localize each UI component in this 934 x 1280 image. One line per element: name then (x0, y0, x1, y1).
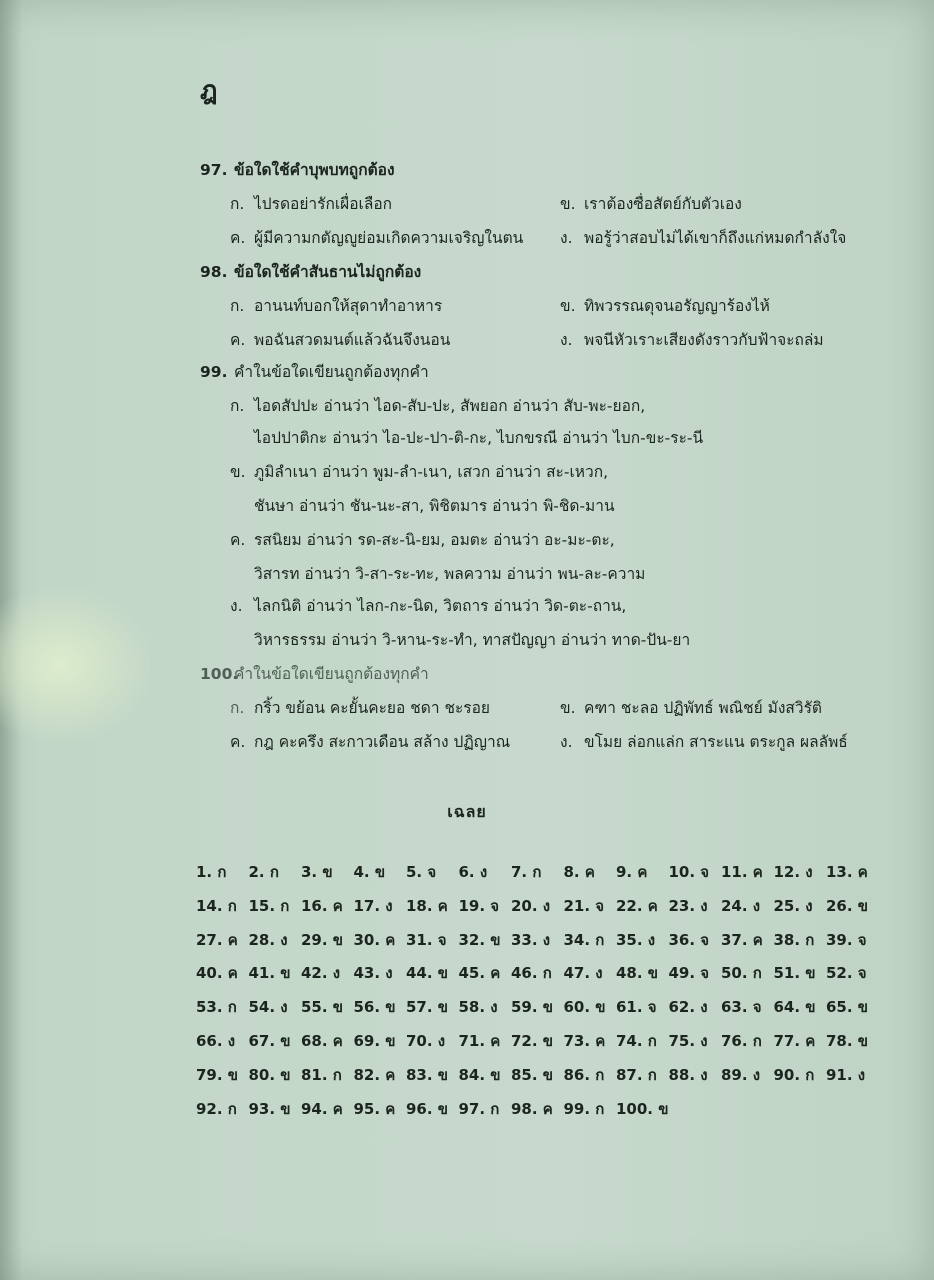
answer-item: 72. ข (511, 1031, 554, 1050)
option-text: กริ้ว ขย้อน คะยั้นคะยอ ชดา ชะรอย (254, 699, 491, 717)
answer-item: 12. ง (773, 863, 813, 881)
answer-item: 21. จ (563, 896, 605, 915)
answer-item: 86. ก (563, 1065, 605, 1084)
option-letter: ก. (230, 297, 245, 315)
answer-item: 30. ค (353, 930, 396, 949)
question-number: 97. (200, 161, 228, 179)
option-text: พจนีหัวเราะเสียงดังราวกับฟ้าจะถล่ม (584, 331, 824, 349)
answer-item: 58. ง (458, 998, 498, 1017)
option-100-a (230, 698, 490, 718)
answer-item: 18. ค (406, 896, 448, 915)
answer-item: 71. ค (458, 1031, 501, 1050)
option-text: ไอดสัปปะ อ่านว่า ไอด-สับ-ปะ, สัพยอก อ่านว่า สับ-พะ-ยอก, (254, 397, 646, 415)
answer-item: 54. ง (248, 998, 288, 1017)
answer-item: 59. ข (511, 998, 554, 1017)
option-text: ชันษา อ่านว่า ชัน-นะ-สา, พิชิตมาร อ่านว่า พิ-ชิด-มาน (254, 497, 615, 515)
answer-item: 97. ก (458, 1099, 500, 1118)
option-letter: ค. (230, 733, 246, 751)
answer-item: 25. ง (773, 896, 813, 915)
option-text: ไอปปาติกะ อ่านว่า ไอ-ปะ-ปา-ติ-กะ, ไบกขรณี อ่านว่า ไบก-ขะ-ระ-นี (254, 429, 704, 447)
question-text: ข้อใดใช้คำบุพบทถูกต้อง (234, 161, 395, 179)
answer-item: 32. ข (458, 930, 501, 949)
answer-item: 49. จ (668, 964, 710, 983)
option-letter: ง. (560, 229, 573, 247)
answer-item: 41. ข (248, 964, 291, 983)
answer-item: 3. ข (301, 863, 333, 881)
answer-item: 91. ง (826, 1065, 866, 1084)
option-98-c (230, 330, 450, 350)
answer-item: 28. ง (248, 930, 288, 949)
question-text: คำในข้อใดเขียนถูกต้องทุกคำ (234, 665, 429, 683)
option-text: กฎ คะครึง สะกาวเดือน สล้าง ปฏิญาณ (254, 733, 511, 751)
option-97-c (230, 228, 523, 248)
answer-item: 42. ง (301, 964, 341, 983)
question-text: ข้อใดใช้คำสันธานไม่ถูกต้อง (234, 263, 422, 281)
answer-item: 55. ข (301, 998, 344, 1017)
answer-item: 64. ข (773, 998, 816, 1017)
answer-item: 9. ค (616, 863, 648, 881)
answer-item: 53. ก (196, 998, 237, 1017)
answer-item: 1. ก (196, 863, 227, 881)
option-99-a (230, 396, 645, 416)
answer-item: 8. ค (563, 863, 595, 881)
answer-item: 33. ง (511, 930, 551, 949)
answer-item: 31. จ (406, 930, 447, 949)
option-98-a (230, 296, 442, 316)
answer-item: 83. ข (406, 1065, 449, 1084)
answer-item: 74. ก (616, 1031, 657, 1050)
option-97-a (230, 194, 392, 214)
option-text: อานนท์บอกให้สุดาทำอาหาร (254, 297, 443, 315)
answer-item: 57. ข (406, 998, 449, 1017)
option-letter: ข. (560, 699, 576, 717)
answer-item: 43. ง (353, 964, 393, 983)
option-text: ทิพวรรณดุจนอรัญญาร้องไห้ (584, 297, 770, 315)
answer-item: 84. ข (458, 1065, 501, 1084)
option-97-d (560, 228, 846, 248)
answer-item: 48. ข (616, 964, 659, 983)
answer-item: 62. ง (668, 998, 708, 1017)
question-text: คำในข้อใดเขียนถูกต้องทุกคำ (234, 363, 429, 381)
answer-item: 66. ง (196, 1031, 236, 1050)
option-text: เราต้องซื่อสัตย์กับตัวเอง (584, 195, 742, 213)
question-100 (200, 664, 429, 684)
option-text: วิสารท อ่านว่า วิ-สา-ระ-ทะ, พลความ อ่านว่า พน-ละ-ความ (254, 565, 646, 583)
option-letter: ก. (230, 699, 245, 717)
option-letter: ง. (230, 597, 243, 615)
option-letter: ค. (230, 531, 246, 549)
answer-item: 89. ง (721, 1065, 761, 1084)
option-text: ไลกนิติ อ่านว่า ไลก-กะ-นิด, วิตถาร อ่านว่า วิด-ตะ-ถาน, (254, 597, 627, 615)
page-letter: ฎ (200, 76, 218, 106)
answer-item: 78. ข (826, 1031, 869, 1050)
question-number: 98. (200, 263, 228, 281)
answer-item: 79. ข (196, 1065, 239, 1084)
answer-item: 90. ก (773, 1065, 815, 1084)
answer-item: 45. ค (458, 964, 501, 983)
answer-item: 70. ง (406, 1031, 446, 1050)
option-99-c (230, 530, 615, 550)
option-letter: ค. (230, 331, 246, 349)
answer-item: 68. ค (301, 1031, 343, 1050)
answer-item: 51. ข (773, 964, 816, 983)
answer-item: 56. ข (353, 998, 396, 1017)
option-99-a-cont (254, 428, 703, 448)
option-letter: ง. (560, 331, 573, 349)
answer-item: 60. ข (563, 998, 606, 1017)
answer-item: 10. จ (668, 863, 710, 881)
option-99-b-cont (254, 496, 615, 516)
answer-item: 47. ง (563, 964, 603, 983)
answer-item: 76. ก (721, 1031, 762, 1050)
answer-item: 81. ก (301, 1065, 342, 1084)
option-letter: ง. (560, 733, 573, 751)
answer-item: 77. ค (773, 1031, 816, 1050)
answer-item: 36. จ (668, 930, 710, 949)
question-97 (200, 160, 395, 180)
option-letter: ก. (230, 397, 245, 415)
answer-item: 15. ก (248, 896, 290, 915)
option-98-b (560, 296, 770, 316)
option-letter: ข. (230, 463, 246, 481)
answer-item: 69. ข (353, 1031, 396, 1050)
answer-item: 46. ก (511, 964, 552, 983)
answer-item: 38. ก (773, 930, 815, 949)
answer-item: 20. ง (511, 896, 551, 915)
option-99-b (230, 462, 608, 482)
option-text: วิหารธรรม อ่านว่า วิ-หาน-ระ-ทำ, ทาสปัญญา อ่านว่า ทาด-ปัน-ยา (254, 631, 691, 649)
answer-item: 98. ค (511, 1099, 553, 1118)
answer-item: 99. ก (563, 1099, 605, 1118)
option-text: พอฉันสวดมนต์แล้วฉันจึงนอน (254, 331, 451, 349)
option-98-d (560, 330, 824, 350)
answer-item: 80. ข (248, 1065, 291, 1084)
option-text: รสนิยม อ่านว่า รด-สะ-นิ-ยม, อมตะ อ่านว่า อะ-มะ-ตะ, (254, 531, 615, 549)
answer-item: 16. ค (301, 896, 343, 915)
question-98 (200, 262, 421, 282)
option-99-d (230, 596, 626, 616)
answer-item: 95. ค (353, 1099, 396, 1118)
option-99-c-cont (254, 564, 645, 584)
answer-item: 34. ก (563, 930, 605, 949)
answer-item: 50. ก (721, 964, 762, 983)
option-text: ไปรดอย่ารักเผื่อเลือก (254, 195, 393, 213)
option-100-c (230, 732, 510, 752)
answer-item: 82. ค (353, 1065, 396, 1084)
answer-item: 67. ข (248, 1031, 291, 1050)
answer-item: 7. ก (511, 863, 542, 881)
option-97-b (560, 194, 742, 214)
answer-item: 85. ข (511, 1065, 554, 1084)
paper-stain (0, 590, 150, 740)
option-letter: ค. (230, 229, 246, 247)
answer-item: 19. จ (458, 896, 500, 915)
answer-item: 93. ข (248, 1099, 291, 1118)
answer-item: 27. ค (196, 930, 238, 949)
answer-item: 14. ก (196, 896, 237, 915)
question-number: 100. (200, 665, 239, 683)
answer-item: 2. ก (248, 863, 279, 881)
answer-item: 39. จ (826, 930, 867, 949)
answer-item: 63. จ (721, 998, 762, 1017)
option-text: ผู้มีความกตัญญูย่อมเกิดความเจริญในตน (254, 229, 524, 247)
answer-item: 22. ค (616, 896, 658, 915)
option-text: คฑา ชะลอ ปฏิพัทธ์ พณิชย์ มังสวิรัติ (584, 699, 822, 717)
answer-item: 11. ค (721, 863, 763, 881)
answer-item: 100. ข (616, 1099, 669, 1118)
answer-item: 17. ง (353, 896, 393, 915)
answer-item: 87. ก (616, 1065, 657, 1084)
answer-item: 75. ง (668, 1031, 708, 1050)
option-100-d (560, 732, 848, 752)
answer-item: 61. จ (616, 998, 657, 1017)
option-100-b (560, 698, 822, 718)
answer-item: 40. ค (196, 964, 238, 983)
answer-item: 35. ง (616, 930, 656, 949)
answer-item: 23. ง (668, 896, 708, 915)
answer-item: 73. ค (563, 1031, 606, 1050)
option-99-d-cont (254, 630, 690, 650)
question-number: 99. (200, 363, 228, 381)
answer-item: 94. ค (301, 1099, 343, 1118)
option-text: พอรู้ว่าสอบไม่ได้เขาก็ถึงแก่หมดกำลังใจ (584, 229, 847, 247)
option-text: ขโมย ล่อกแล่ก สาระแน ตระกูล ผลลัพธ์ (584, 733, 848, 751)
answer-item: 6. ง (458, 863, 488, 881)
question-99 (200, 362, 429, 382)
answer-item: 44. ข (406, 964, 449, 983)
answer-key-grid (196, 862, 896, 1119)
option-letter: ข. (560, 297, 576, 315)
answer-item: 13. ค (826, 863, 868, 881)
answer-item: 65. ข (826, 998, 869, 1017)
answer-item: 96. ข (406, 1099, 449, 1118)
answer-item: 24. ง (721, 896, 761, 915)
answer-item: 92. ก (196, 1099, 237, 1118)
answer-item: 29. ข (301, 930, 344, 949)
answer-item: 37. ค (721, 930, 763, 949)
option-text: ภูมิลำเนา อ่านว่า พูม-ลำ-เนา, เสวก อ่านว่า สะ-เหวก, (254, 463, 609, 481)
answer-item: 88. ง (668, 1065, 708, 1084)
answer-item: 26. ข (826, 896, 869, 915)
answer-item: 4. ข (353, 863, 386, 881)
option-letter: ก. (230, 195, 245, 213)
answer-item: 5. จ (406, 863, 437, 881)
answer-item: 52. จ (826, 964, 867, 983)
answer-key-title: เฉลย (447, 802, 487, 821)
option-letter: ข. (560, 195, 576, 213)
